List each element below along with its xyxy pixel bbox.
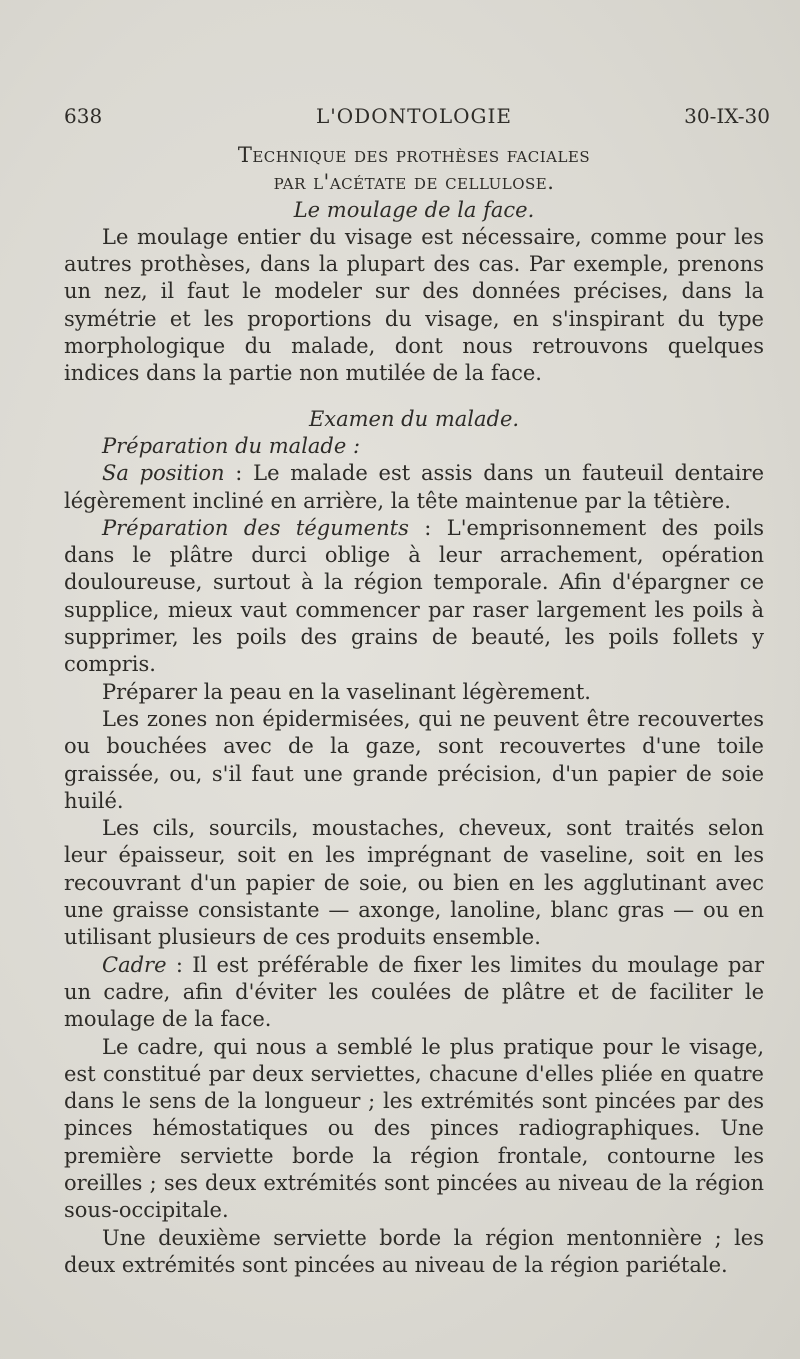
section-heading-moulage: Le moulage de la face.: [293, 197, 535, 222]
page-number: 638: [64, 104, 103, 128]
label-teguments: Préparation des téguments: [102, 515, 409, 540]
paragraph-moulage: Le moulage entier du visage est nécessaire, comme pour les autres prothèses, dans la plupart des cas. Par exemple, prenons un nez, il faut le modeler sur des données précises, dans la symétrie et les proportions du visage, en s'inspirant du type morphologique du malade, dont nous retrouvons quelques indices dans la partie non mutilée de la face.: [64, 224, 764, 386]
running-header: [64, 104, 770, 134]
text-teguments: : L'emprisonnement des poils dans le plâtre durci oblige à leur arrachement, opération douloureuse, surtout à la région temporale. Afin d'épargner ce supplice, mieux vaut commencer par raser largement les poils à supprimer, les poils des grains de beauté, les poils follets y compris.: [64, 515, 764, 677]
label-position: Sa position: [102, 461, 225, 486]
article-title-line-2: par l'acétate de cellulose.: [273, 170, 555, 195]
label-cadre: Cadre: [102, 952, 167, 977]
text-cadre: : Il est préférable de fixer les limites du moulage par un cadre, afin d'éviter les coulées de plâtre et de faciliter le moulage de la face.: [64, 952, 764, 1032]
paragraph-cils: Les cils, sourcils, moustaches, cheveux, sont traités selon leur épaisseur, soit en les imprégnant de vaseline, soit en les recouvrant d'un papier de soie, ou bien en les agglutinant avec une graisse consistante — axonge, lanoline, blanc gras — ou en utilisant plusieurs de ces produits ensemble.: [64, 816, 764, 950]
paragraph-cadre-2: Le cadre, qui nous a semblé le plus pratique pour le visage, est constitué par deux serviettes, chacune d'elles pliée en quatre dans le sens de la longueur ; les extrémités sont pincées par des pinces hémostatiques ou des pinces radiographiques. Une première serviette borde la région frontale, contourne les oreilles ; ses deux extrémités sont pincées au niveau de la région sous-occipitale.: [64, 1034, 764, 1223]
section-heading-examen: Examen du malade.: [308, 406, 520, 431]
subheading-preparation: Préparation du malade :: [102, 433, 361, 458]
paragraph-zones: Les zones non épidermisées, qui ne peuvent être recouvertes ou bouchées avec de la gaze, sont recouvertes d'une toile graissée, ou, s'il faut une grande précision, d'un papier de soie huilé.: [64, 706, 764, 813]
journal-title: L'ODONTOLOGIE: [316, 104, 512, 128]
paragraph-cadre: [64, 952, 764, 1034]
paragraph-position: [64, 460, 764, 515]
issue-date: 30-IX-30: [684, 104, 770, 128]
paragraph-cadre-3: Une deuxième serviette borde la région mentonnière ; les deux extrémités sont pincées au niveau de la région pariétale.: [64, 1225, 764, 1277]
article-title-line-1: Technique des prothèses faciales: [237, 143, 591, 167]
paragraph-teguments: [64, 515, 764, 679]
text-position: : Le malade est assis dans un fauteuil dentaire légèrement incliné en arrière, la tête maintenue par la têtière.: [64, 461, 764, 513]
body-text: [64, 142, 764, 1279]
paragraph-peau: Préparer la peau en la vaselinant légèrement.: [102, 679, 591, 704]
